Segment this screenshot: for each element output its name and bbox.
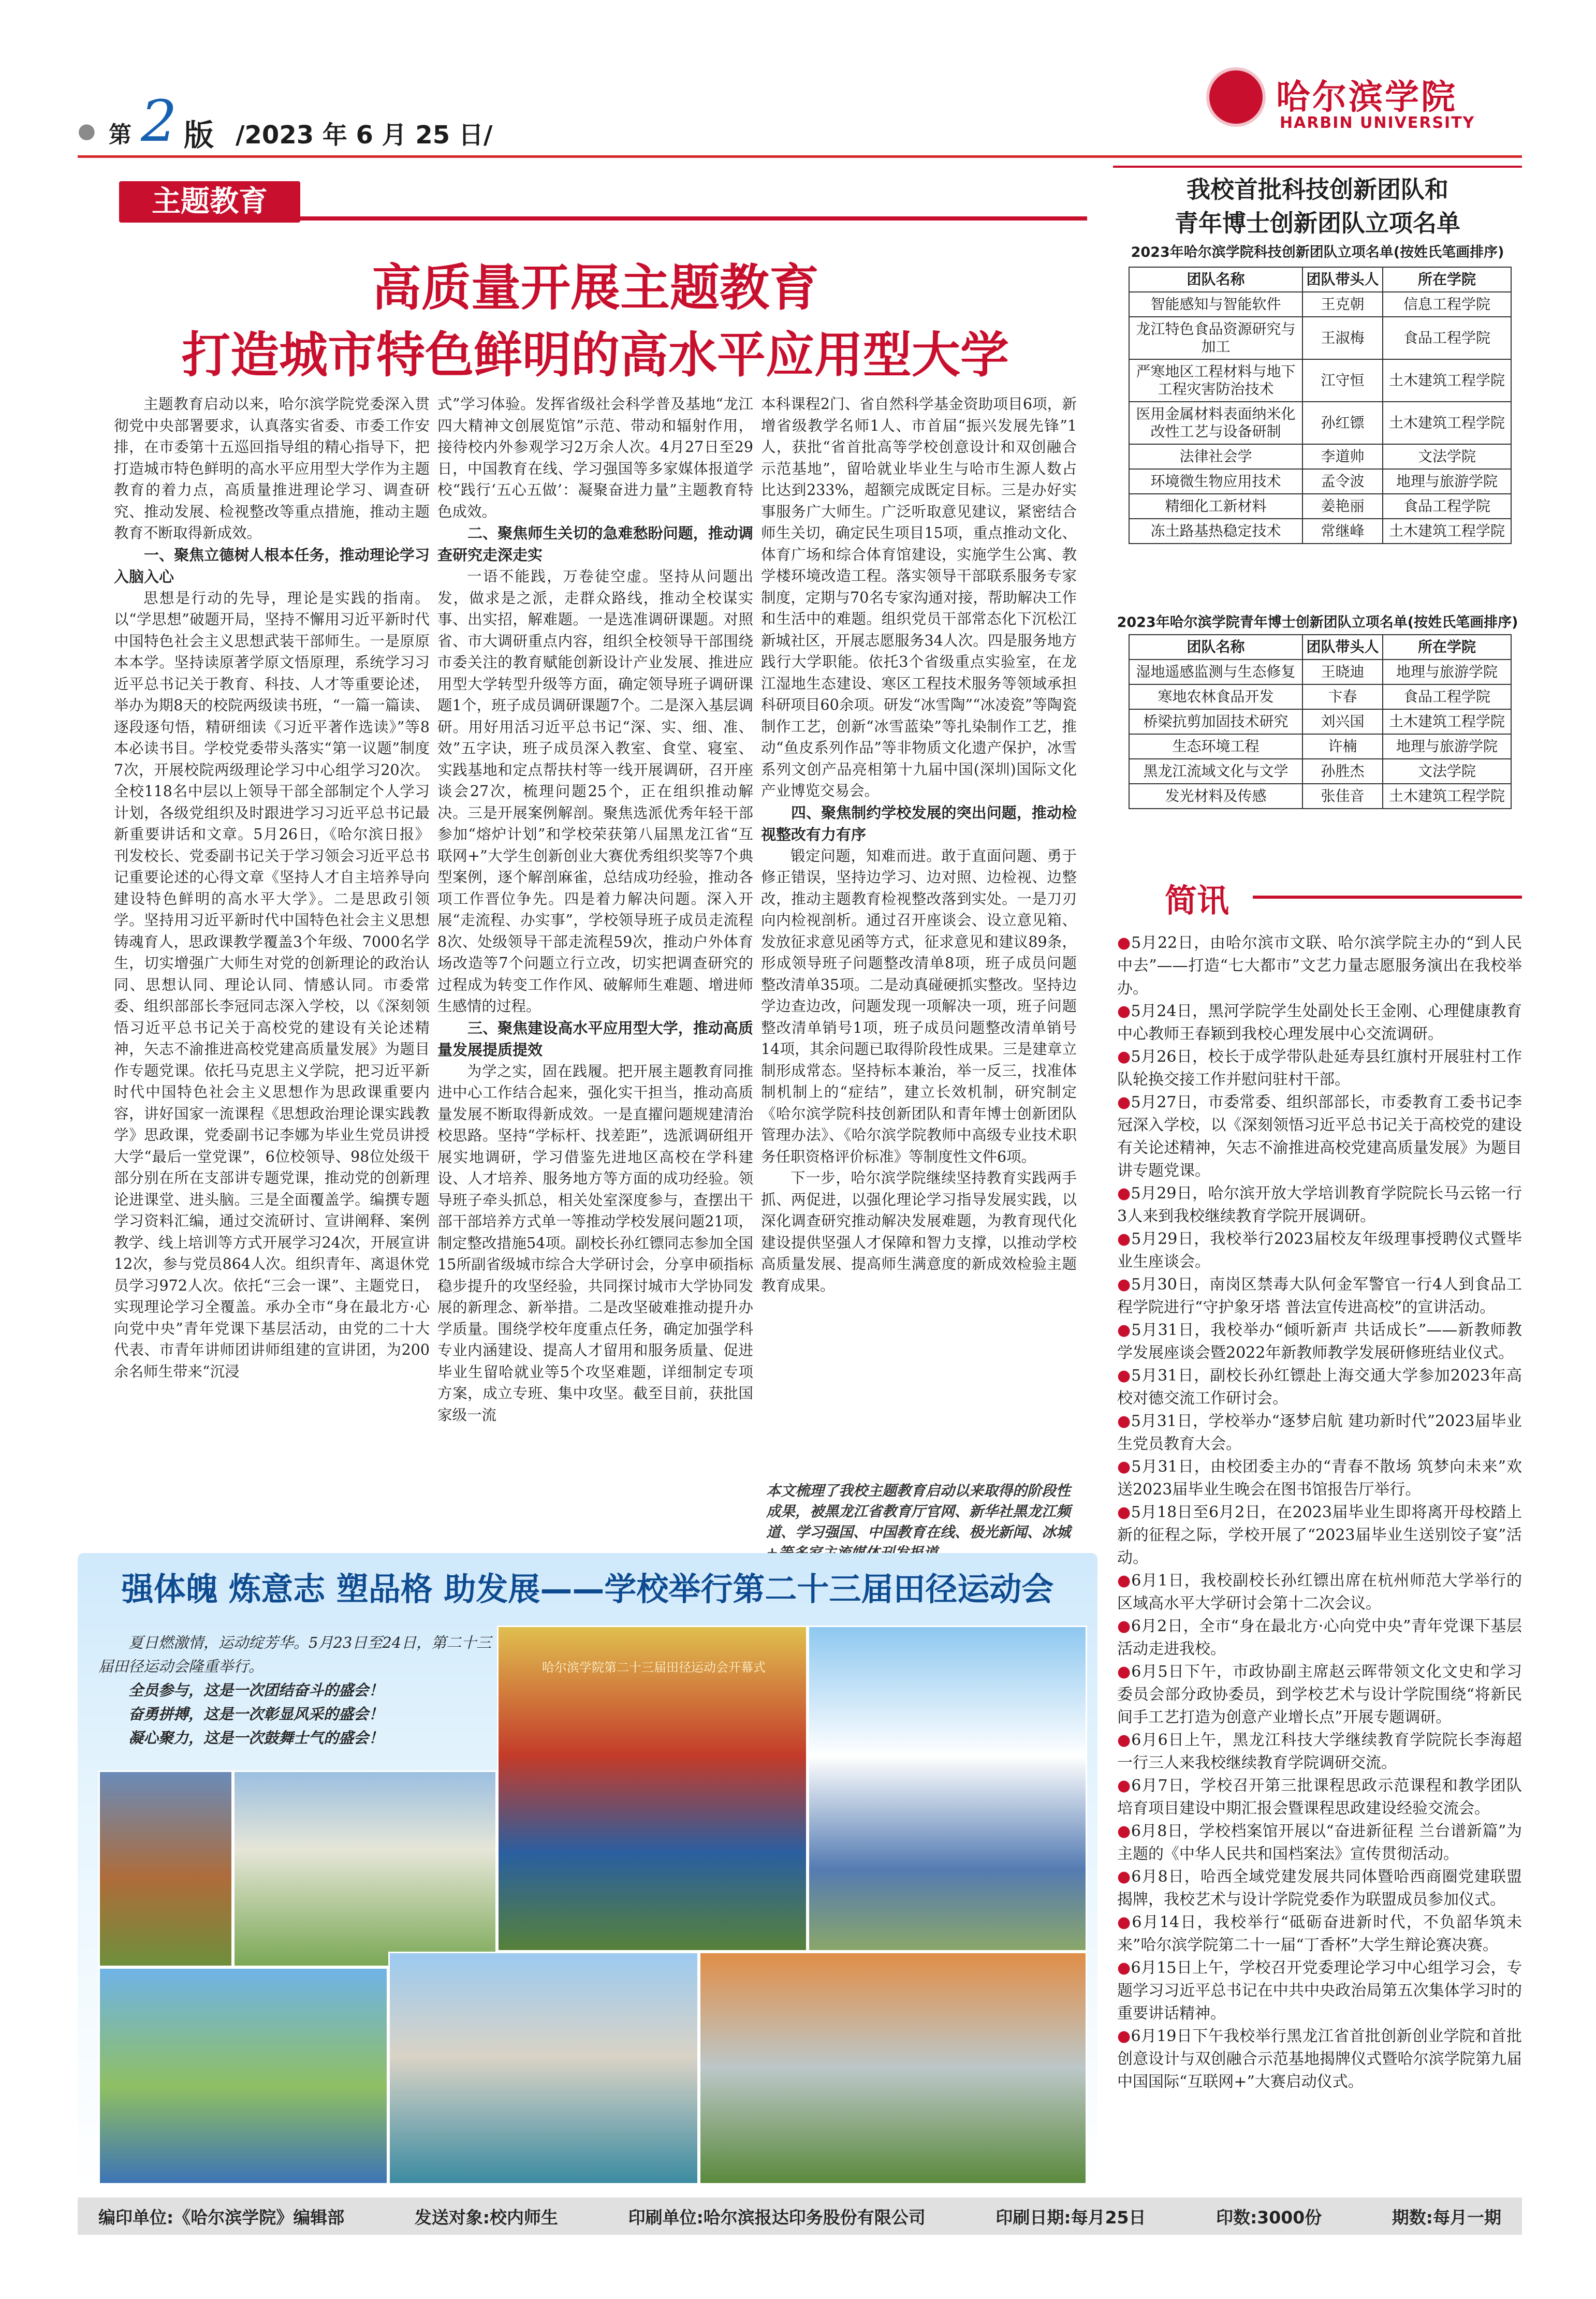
bullet-icon: ● (1117, 1777, 1132, 1795)
sports-intro-line: 全员参与，这是一次团结奋斗的盛会！ (128, 1681, 384, 1699)
news-item (1113, 1365, 1522, 1410)
bullet-icon: ● (1117, 1002, 1131, 1020)
news-item (1113, 1820, 1522, 1866)
photo-athletes-parade (98, 1770, 233, 1967)
bullet-icon: ● (1117, 1913, 1132, 1931)
teams-heading-line2: 青年博士创新团队立项名单 (1175, 209, 1460, 237)
news-item-text: 5月27日，市委常委、组织部部长，市委教育工委书记李冠深入学校，以《深刻领悟习近平总书记关于高校党的建设有关论述精神，矢志不渝推进高校党建高质量发展》为题目讲专题党课。 (1117, 1093, 1522, 1180)
news-brief-list (1113, 932, 1522, 2195)
article-subheading: 一、聚焦立德树人根本任务，推动理论学习入脑入心 (114, 546, 430, 585)
news-item-text: 6月7日，学校召开第三批课程思政示范课程和教学团队培育项目建设中期汇报会暨课程思政建设经验交流会。 (1117, 1777, 1522, 1818)
footer-editor: 编印单位:《哈尔滨学院》编辑部 (98, 2207, 345, 2228)
news-item (1113, 1273, 1522, 1319)
sports-intro-line: 凝心聚力，这是一次鼓舞士气的盛会！ (128, 1729, 384, 1747)
news-item (1113, 2025, 1522, 2093)
bullet-icon: ● (1117, 1412, 1131, 1430)
table-row (1129, 734, 1511, 759)
bullet-icon: ● (1117, 1572, 1132, 1590)
news-item (1113, 1615, 1522, 1661)
news-item-text: 6月2日，全市“身在最北方·心向党中央”青年党课下基层活动走进我校。 (1117, 1617, 1522, 1658)
table-header: 所在学院 (1383, 267, 1511, 292)
table-row (1129, 469, 1511, 494)
page-prefix: 第 (109, 122, 131, 148)
bullet-icon: ● (1117, 1731, 1132, 1749)
news-item-text: 6月19日下午我校举行黑龙江省首批创新创业学院和首批创意设计与双创融合示范基地揭牌仪式暨哈尔滨学院第九届中国国际“互联网+”大赛启动仪式。 (1117, 2027, 1522, 2091)
tech-team-table (1129, 267, 1512, 544)
bullet-icon: ● (1117, 934, 1132, 952)
sports-meet-feature (78, 1553, 1097, 2195)
team-college-cell: 土木建筑工程学院 (1383, 784, 1511, 809)
team-name-cell: 严寒地区工程材料与地下工程灾害防治技术 (1129, 359, 1302, 402)
university-seal-icon (1206, 67, 1266, 127)
article-subheading: 二、聚焦师生关切的急难愁盼问题，推动调查研究走深走实 (437, 524, 753, 564)
footer-copies: 印数:3000份 (1216, 2207, 1322, 2228)
news-item (1113, 1775, 1522, 1820)
news-item (1113, 1570, 1522, 1615)
page-number: 2 (141, 88, 177, 154)
section-tag: 主题教育 (119, 181, 300, 223)
news-item-text: 6月8日，学校档案馆开展以“奋进新征程 兰台谱新篇”为主题的《中华人民共和国档案法》宣传贯彻活动。 (1117, 1822, 1522, 1863)
team-name-cell: 湿地遥感监测与生态修复 (1129, 660, 1302, 684)
article-column-2 (437, 393, 753, 1569)
team-college-cell: 地理与旅游学院 (1383, 469, 1511, 494)
team-college-cell: 食品工程学院 (1383, 684, 1511, 709)
article-paragraph: 思想是行动的先导，理论是实践的指南。以“学思想”破题开局，坚持不懈用习近平新时代中国特色社会主义思想武装干部师生。一是原原本本学。坚持读原著学原文悟原理，系统学习习近平总书记关于教育、科技、人才等重要论述，举办为期8天的校院两级读书班，“一篇一篇读、逐段逐句悟，精研细读《习近平著作选读》”等8本必读书目。学校党委带头落实“第一议题”制度7次，开展校院两级理论学习中心组学习20次。全校118名中层以上领导干部全部制定个人学习计划，各级党组织及时跟进学习习近平总书记最新重要讲话和文章。5月26日，《哈尔滨日报》刊发校长、党委副书记关于学习领会习近平总书记重要论述的心得文章《坚持人才自主培养导向 建设特色鲜明的高水平大学》。二是思政引领学。坚持用习近平新时代中国特色社会主义思想铸魂育人，思政课教学覆盖3个年级、7000名学生，切实增强广大师生对党的创新理论的政治认同、思想认同、理论认同、情感认同。市委常委、组织部部长李冠同志深入学校，以《深刻领悟习近平总书记关于高校党的建设有关论述精神，矢志不渝推进高校党建高质量发展》为题目作专题党课。依托马克思主义学院，把习近平新时代中国特色社会主义思想作为思政课重要内容，讲好国家一流课程《思想政治理论课实践教学》思政课，党委副书记李娜为毕业生党员讲授大学“最后一堂党课”，6位校领导、98位处级干部分别在所在支部讲专题党课，推动党的创新理论进课堂、进头脑。三是全面覆盖学。编撰专题学习资料汇编，通过交流研讨、宣讲阐释、案例教学、线上培训等方式开展学习24次，开展宣讲12次，参与党员864人次。组织青年、离退休党员学习972人次。依托“三会一课”、主题党日，实现理论学习全覆盖。承办全市“身在最北方·心向党中央”青年党课下基层活动，由党的二十大代表、市青年讲师团讲师组建的宣讲团，为200余名师生带来“沉浸 (114, 589, 430, 1380)
table-header: 所在学院 (1383, 635, 1511, 660)
news-item (1113, 1228, 1522, 1273)
sports-intro-line: 奋勇拼搏，这是一次彰显风采的盛会！ (128, 1705, 384, 1723)
news-item (1113, 1182, 1522, 1228)
team-name-cell: 医用金属材料表面纳米化改性工艺与设备研制 (1129, 402, 1302, 444)
news-item-text: 6月1日，我校副校长孙红镖出席在杭州师范大学举行的区域高水平大学研讨会第十二次会议。 (1117, 1572, 1522, 1613)
team-leader-cell: 孙红镖 (1302, 402, 1383, 444)
news-item-text: 5月31日，我校举办“倾听新声 共话成长”——新教师教学发展座谈会暨2022年新教师教学发展研修班结业仪式。 (1117, 1321, 1522, 1362)
footer-audience: 发送对象:校内师生 (414, 2207, 558, 2228)
team-leader-cell: 王克朝 (1302, 292, 1383, 317)
sports-intro-line: 夏日燃激情，运动绽芳华。5月23日至24日，第二十三届田径运动会隆重举行。 (98, 1634, 492, 1675)
tech-team-table-caption: 2023年哈尔滨学院科技创新团队立项名单(按姓氏笔画排序) (1131, 244, 1504, 260)
table-row (1129, 684, 1511, 709)
header-rule (78, 155, 1522, 158)
article-column-1 (114, 393, 430, 1569)
table-row (1129, 402, 1511, 444)
article-paragraph: 锻定问题，知难而进。敢于直面问题、勇于修正错误，坚持边学习、边对照、边检视、边整改，推动主题教育检视整改落到实处。一是刀刃向内检视剖析。通过召开座谈会、设立意见箱、发放征求意见函等方式，征求意见和建议89条，形成领导班子问题整改清单8项，班子成员问题整改清单35项。二是动真碰硬抓实整改。坚持边学边查边改，问题发现一项解决一项，班子问题整改清单销号1项，班子成员问题整改清单销号14项，其余问题已取得阶段性成果。三是建章立制形成常态。坚持标本兼治，举一反三，找准体制机制上的“症结”，建立长效机制，研究制定《哈尔滨学院科技创新团队和青年博士创新团队管理办法》、《哈尔滨学院教师中高级专业技术职务任职资格评价标准》等制度性文件6项。 (761, 847, 1077, 1165)
article-paragraph: 为学之实，固在践履。把开展主题教育同推进中心工作结合起来，强化实干担当，推动高质量发展不断取得新成效。一是直擢问题规建清治校思路。坚持“学标杆、找差距”，选派调研组开展实地调研，学习借鉴先进地区高校在学科建设、人才培养、服务地方等方面的成功经验。领导班子牵头抓总，相关处室深度参与，查摆出干部干部培养方式单一等推动学校发展问题21项，制定整改措施54项。副校长孙红镖同志参加全国15所副省级城市综合大学研讨会，分享申硕指标稳步提升的攻坚经验，共同探讨城市大学协同发展的新理念、新举措。二是改坚破难推动提升办学质量。围绕学校年度重点任务，确定加强学科专业内涵建设、提高人才留用和服务质量、促进毕业生留哈就业等5个攻坚难题，详细制定专项方案，成立专班、集中攻坚。截至目前，获批国家级一流 (437, 1062, 753, 1424)
table-row (1129, 359, 1511, 402)
team-leader-cell: 卞春 (1302, 684, 1383, 709)
team-leader-cell: 张佳音 (1302, 784, 1383, 809)
team-name-cell: 精细化工新材料 (1129, 494, 1302, 519)
masthead (78, 78, 1527, 155)
team-college-cell: 文法学院 (1383, 444, 1511, 469)
news-item (1113, 1456, 1522, 1501)
news-brief-rule (1253, 896, 1522, 899)
news-item-text: 6月5日下午，市政协副主席赵云晖带领文化文史和学习委员会部分政协委员，到学校艺术与设计学院围绕“将新民间手工艺打造为创意产业增长点”开展专题调研。 (1117, 1663, 1522, 1726)
article-paragraph: 主题教育启动以来，哈尔滨学院党委深入贯彻党中央部署要求，认真落实省委、市委工作安排，在市委第十五巡回指导组的精心指导下，把打造城市特色鲜明的高水平应用型大学作为主题教育的着力点，高质量推进理论学习、调查研究、推动发展、检视整改等重点措施，推动主题教育不断取得新成效。 (114, 396, 430, 541)
bullet-icon: ● (1117, 1230, 1132, 1248)
article-subheading: 三、聚焦建设高水平应用型大学，推动高质量发展提质提效 (437, 1019, 753, 1059)
table-row (1129, 444, 1511, 469)
logo-english-name: HARBIN UNIVERSITY (1280, 114, 1475, 132)
news-item (1113, 1729, 1522, 1775)
team-leader-cell: 姜艳丽 (1302, 494, 1383, 519)
footer-frequency: 期数:每月一期 (1392, 2207, 1501, 2228)
news-item-text: 6月8日，哈西全域党建发展共同体暨哈西商圈党建联盟揭牌，我校艺术与设计学院党委作为联盟成员参加仪式。 (1117, 1868, 1522, 1909)
news-item (1113, 932, 1522, 1000)
bullet-icon: ● (1117, 1276, 1131, 1294)
team-college-cell: 土木建筑工程学院 (1383, 519, 1511, 544)
sports-meet-title: 强体魄 炼意志 塑品格 助发展——学校举行第二十三届田径运动会 (121, 1570, 1054, 1608)
team-college-cell: 土木建筑工程学院 (1383, 402, 1511, 444)
news-item-text: 6月15日上午，学校召开党委理论学习中心组学习会，专题学习习近平总书记在中共中央政治局第五次集体学习时的重要讲话精神。 (1117, 1959, 1522, 2023)
news-item-text: 5月29日，哈尔滨开放大学培训教育学院院长马云铭一行3人来到我校继续教育学院开展调研。 (1117, 1184, 1522, 1225)
news-item (1113, 1410, 1522, 1456)
bullet-icon: ● (1117, 2027, 1131, 2045)
team-leader-cell: 刘兴国 (1302, 709, 1383, 734)
team-college-cell: 土木建筑工程学院 (1383, 709, 1511, 734)
bullet-icon: ● (1117, 1458, 1132, 1476)
bullet-icon: ● (1117, 1617, 1131, 1635)
team-leader-cell: 许楠 (1302, 734, 1383, 759)
news-item (1113, 1501, 1522, 1570)
team-name-cell: 环境微生物应用技术 (1129, 469, 1302, 494)
footer-bar (78, 2198, 1522, 2235)
news-item (1113, 1319, 1522, 1365)
news-item-text: 5月30日，南岗区禁毒大队何金军警官一行4人到食品工程学院进行“守护象牙塔 普法宣传进高校”的宣讲活动。 (1117, 1276, 1522, 1316)
bullet-icon: ● (1117, 1868, 1132, 1886)
table-row (1129, 317, 1511, 359)
news-item-text: 5月31日，由校团委主办的“青春不散场 筑梦向未来”欢送2023届毕业生晚会在图书馆报告厅举行。 (1117, 1458, 1522, 1499)
youth-team-table (1129, 634, 1512, 809)
table-row (1129, 494, 1511, 519)
team-name-cell: 智能感知与智能软件 (1129, 292, 1302, 317)
bullet-icon: ● (1117, 1822, 1131, 1840)
news-item-text: 5月22日，由哈尔滨市文联、哈尔滨学院主办的“到人民中去”——打造“七大都市”文艺力量志愿服务演出在我校举办。 (1117, 934, 1522, 998)
issue-date: /2023 年 6 月 25 日/ (236, 121, 493, 150)
news-item-text: 5月18日至6月2日，在2023届毕业生即将离开母校踏上新的征程之际，学校开展了“2023届毕业生送别饺子宴”活动。 (1117, 1503, 1522, 1567)
news-item (1113, 1866, 1522, 1911)
news-brief-title: 简讯 (1165, 882, 1229, 919)
team-name-cell: 龙江特色食品资源研究与加工 (1129, 317, 1302, 359)
rail-rule (1113, 166, 1522, 168)
page-suffix: 版 (184, 118, 214, 153)
team-college-cell: 地理与旅游学院 (1383, 734, 1511, 759)
team-leader-cell: 孟令波 (1302, 469, 1383, 494)
bullet-icon: ● (1117, 1663, 1132, 1681)
news-item (1113, 1661, 1522, 1729)
photo-stadium-formation (98, 1967, 388, 2185)
team-leader-cell: 孙胜杰 (1302, 759, 1383, 784)
article-paragraph: 一语不能践，万卷徒空虚。坚持从问题出发，做求是之派，走群众路线，推动全校谋实事、出实招，解难题。一是选准调研课题。对照省、市大调研重点内容，组织全校领导干部围绕市委关注的教育赋能创新设计产业发展、推进应用型大学转型升级等方面，确定领导班子调研课题1个，班子成员调研课题7个。二是深入基层调研。用好用活习近平总书记“深、实、细、准、效”五字诀，班子成员深入教室、食堂、寝室、实践基地和定点帮扶村等一线开展调研，召开座谈会27次，梳理问题25个，正在组织推动解决。三是开展案例解剖。聚焦选派优秀年轻干部参加“熔炉计划”和学校荣获第八届黑龙江省“互联网+”大学生创新创业大赛优秀组织奖等7个典型案例，逐个解剖麻雀，总结成功经验，推动各项工作晋位争先。四是着力解决问题。深入开展“走流程、办实事”，学校领导班子成员走流程8次、处级领导干部走流程59次，推动户外体育场改造等7个问题立行立改，切实把调查研究的过程成为转变工作作风、破解师生难题、增进师生感情的过程。 (437, 568, 753, 1015)
table-row (1129, 784, 1511, 809)
news-item (1113, 1911, 1522, 1957)
team-leader-cell: 常继峰 (1302, 519, 1383, 544)
table-row (1129, 292, 1511, 317)
teams-heading-line1: 我校首批科技创新团队和 (1187, 175, 1448, 203)
article-title-line1: 高质量开展主题教育 (372, 259, 819, 317)
article-subheading: 四、聚焦制约学校发展的突出问题，推动检视整改有力有序 (761, 803, 1077, 843)
photo-opening-ceremony (497, 1626, 808, 1952)
news-item-text: 5月29日，我校举行2023届校友年级理事授聘仪式暨毕业生座谈会。 (1117, 1230, 1522, 1271)
team-college-cell: 食品工程学院 (1383, 317, 1511, 359)
bullet-icon: ● (1117, 1184, 1131, 1203)
team-name-cell: 桥梁抗剪加固技术研究 (1129, 709, 1302, 734)
article-paragraph: 式”学习体验。发挥省级社会科学普及基地“龙江四大精神文创展览馆”示范、带动和辐射作用，接待校内外参观学习2万余人次。4月27日至29日，中国教育在线、学习强国等多家媒体报道学校“践行‘五心五做’：凝聚奋进力量”主题教育特色成效。 (437, 396, 753, 520)
article-title-line2: 打造城市特色鲜明的高水平应用型大学 (181, 327, 1009, 384)
bullet-icon: ● (1117, 1093, 1131, 1111)
bullet-icon: ● (1117, 1503, 1131, 1521)
photo-long-jump (233, 1770, 497, 1967)
photo-torch-bearer (808, 1626, 1087, 1952)
table-row (1129, 759, 1511, 784)
team-name-cell: 发光材料及传感 (1129, 784, 1302, 809)
news-item-text: 5月26日，校长于成学带队赴延寿县红旗村开展驻村工作队轮换交接工作并慰问驻村干部。 (1117, 1048, 1522, 1089)
table-header: 团队名称 (1129, 267, 1302, 292)
table-header: 团队名称 (1129, 635, 1302, 660)
bullet-icon: ● (1117, 1048, 1131, 1066)
section-rule (300, 216, 1087, 221)
team-name-cell: 黑龙江流域文化与文学 (1129, 759, 1302, 784)
team-college-cell: 土木建筑工程学院 (1383, 359, 1511, 402)
news-item (1113, 1046, 1522, 1091)
photo-sprint-race (699, 1952, 1087, 2185)
photo-high-jump (388, 1952, 699, 2185)
news-item-text: 5月31日，副校长孙红镖赴上海交通大学参加2023年高校对德交流工作研讨会。 (1117, 1367, 1522, 1408)
youth-team-table-caption: 2023年哈尔滨学院青年博士创新团队立项名单(按姓氏笔画排序) (1117, 614, 1518, 631)
news-item-text: 6月6日上午，黑龙江科技大学继续教育学院院长李海超一行三人来我校继续教育学院调研交流。 (1117, 1731, 1522, 1772)
team-college-cell: 地理与旅游学院 (1383, 660, 1511, 684)
team-leader-cell: 江守恒 (1302, 359, 1383, 402)
team-name-cell: 冻土路基热稳定技术 (1129, 519, 1302, 544)
editor-note: 本文梳理了我校主题教育启动以来取得的阶段性成果，被黑龙江省教育厅官网、新华社黑龙江频道、学习强国、中国教育在线、极光新闻、冰城 (766, 1482, 1071, 1541)
table-row (1129, 660, 1511, 684)
team-name-cell: 法律社会学 (1129, 444, 1302, 469)
news-item-text: 5月24日，黑河学院学生处副处长王金刚、心理健康教育中心教师王春颖到我校心理发展中心交流调研。 (1117, 1002, 1522, 1043)
team-leader-cell: 王晓迪 (1302, 660, 1383, 684)
news-item-text: 6月14日，我校举行“砥砺奋进新时代，不负韶华筑未来”哈尔滨学院第二十一届“丁香杯”大学生辩论赛决赛。 (1117, 1913, 1522, 1954)
bullet-icon: ● (1117, 1959, 1131, 1977)
university-logo (1165, 62, 1527, 140)
table-row (1129, 519, 1511, 544)
ceremony-banner-text: 哈尔滨学院第二十三届田径运动会开幕式 (542, 1660, 766, 1675)
sports-meet-intro (98, 1631, 492, 1750)
table-header: 团队带头人 (1302, 267, 1383, 292)
page-marker-dots: ● (78, 119, 96, 143)
logo-chinese-name: 哈尔滨学院 (1276, 77, 1457, 117)
team-name-cell: 生态环境工程 (1129, 734, 1302, 759)
team-college-cell: 文法学院 (1383, 759, 1511, 784)
footer-printer: 印刷单位:哈尔滨报达印务股份有限公司 (628, 2207, 926, 2228)
team-leader-cell: 李道帅 (1302, 444, 1383, 469)
team-college-cell: 信息工程学院 (1383, 292, 1511, 317)
news-item (1113, 1091, 1522, 1182)
team-college-cell: 食品工程学院 (1383, 494, 1511, 519)
article-paragraph: 本科课程2门、省自然科学基金资助项目6项，新增省级教学名师1人、市首届“振兴发展先锋”1人，获批“省首批高等学校创意设计和双创融合示范基地”，留哈就业毕业生与哈市生源人数占比达到233%，超额完成既定目标。三是办好实事服务广大师生。广泛听取意见建议，紧密结合师生关切，确定民生项目15项，重点推动文化、体育广场和综合体育馆建设，实施学生公寓、教学楼环境改造工程。落实领导干部联系服务专家制度，定期与70名专家沟通对接，帮助解决工作和生活中的难题。组织党员干部常态化下沉松江新城社区，开展志愿服务34人次。四是服务地方践行大学职能。依托3个省级重点实验室，在龙江湿地生态建设、寒区工程技术服务等领域承担科研项目60余项。研发“冰雪陶”“冰凌瓷”等陶瓷制作工艺，创新“冰雪蓝染”等扎染制作工艺，推动“鱼皮系列作品”等非物质文化遗产保护，冰雪系列文创产品亮相第十九届中国(深圳)国际文化产业博览交易会。 (761, 396, 1077, 799)
table-row (1129, 709, 1511, 734)
news-item (1113, 1000, 1522, 1046)
news-item (1113, 1957, 1522, 2025)
bullet-icon: ● (1117, 1321, 1132, 1339)
article-paragraph: 下一步，哈尔滨学院继续坚持教育实践两手抓、两促进，以强化理论学习指导发展实践，以深化调查研究推动解决发展难题，为教育现代化建设提供坚强人才保障和智力支撑，以推动学校高质量发展、提高师生满意度的新成效检验主题教育成果。 (761, 1169, 1077, 1294)
news-item-text: 5月31日，学校举办“逐梦启航 建功新时代”2023届毕业生党员教育大会。 (1117, 1412, 1522, 1453)
table-header: 团队带头人 (1302, 635, 1383, 660)
bullet-icon: ● (1117, 1367, 1132, 1385)
team-leader-cell: 王淑梅 (1302, 317, 1383, 359)
team-name-cell: 寒地农林食品开发 (1129, 684, 1302, 709)
article-column-3 (761, 393, 1077, 1569)
footer-print-date: 印刷日期:每月25日 (995, 2207, 1146, 2228)
